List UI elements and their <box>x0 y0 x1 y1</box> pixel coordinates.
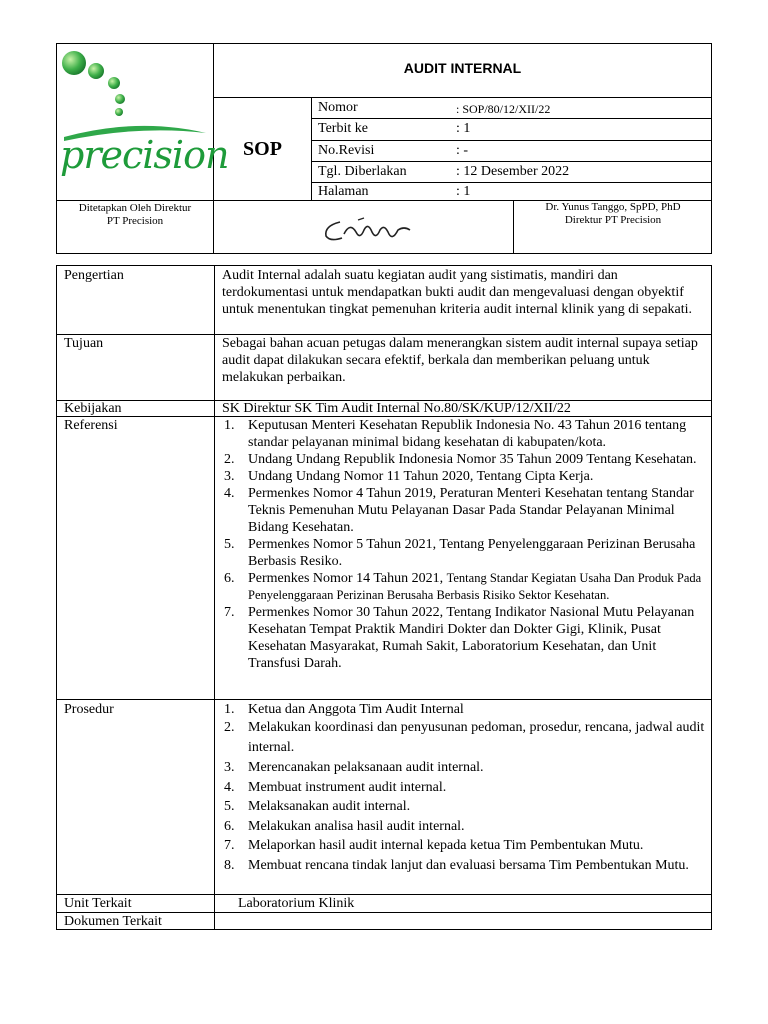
unit-terkait-label: Unit Terkait <box>64 896 132 911</box>
referensi-label: Referensi <box>64 418 118 433</box>
pengertian-label: Pengertian <box>64 268 124 283</box>
list-item: 1. Keputusan Menteri Kesehatan Republik Indonesia No. 43 Tahun 2016 tentang standar pelayanan minimal bidang kesehatan di kabupaten/kota. <box>224 418 687 450</box>
director-info <box>515 201 711 227</box>
list-item: 2. Undang Undang Republik Indonesia Nomor 35 Tahun 2009 Tentang Kesehatan. <box>224 452 697 467</box>
director-title: Direktur PT Precision <box>564 214 662 226</box>
list-item: 6. Melakukan analisa hasil audit internal. <box>224 818 465 834</box>
meta-value-halaman: : 1 <box>456 184 471 199</box>
logo-dot-2 <box>88 63 104 79</box>
list-item: 4. Membuat instrument audit internal. <box>224 779 447 795</box>
kebijakan-label: Kebijakan <box>64 401 122 416</box>
kebijakan-text: SK Direktur SK Tim Audit Internal No.80/SK/KUP/12/XII/22 <box>222 401 571 416</box>
list-item: 5. Permenkes Nomor 5 Tahun 2021, Tentang Penyelenggaraan Perizinan Berusaha Berbasis Resiko. <box>224 537 696 569</box>
list-item: 1. Ketua dan Anggota Tim Audit Internal <box>224 702 464 717</box>
logo-dot-1 <box>62 51 86 75</box>
company-logo <box>58 45 229 195</box>
meta-label-terbit: Terbit ke <box>318 121 368 136</box>
list-item: 3. Undang Undang Nomor 11 Tahun 2020, Tentang Cipta Kerja. <box>224 469 594 484</box>
tujuan-label: Tujuan <box>64 336 104 351</box>
issued-by-line1: Ditetapkan Oleh Direktur <box>78 202 192 214</box>
meta-label-halaman: Halaman <box>318 184 369 199</box>
meta-value-tanggal: : 12 Desember 2022 <box>456 164 570 179</box>
prosedur-list <box>218 701 708 875</box>
dokumen-terkait-label: Dokumen Terkait <box>64 914 162 929</box>
pengertian-text: Audit Internal adalah suatu kegiatan audit yang sistimatis, mandiri dan terdokumentasi untuk mendapatkan bukti audit dan mengevaluasi dengan obyektif untuk menentukan tingkat pemenuhan kriteria audit internal klinik yang di sepakati. <box>222 268 693 317</box>
issued-by-line2: PT Precision <box>106 215 164 227</box>
director-name: Dr. Yunus Tanggo, SpPD, PhD <box>545 201 681 213</box>
list-item: 6. Permenkes Nomor 14 Tahun 2021, Tentang Standar Kegiatan Usaha Dan Produk Pada Penyelenggaraan Perizinan Berusaha Berbasis Risiko Sektor Kesehatan. <box>224 571 702 602</box>
logo-wordmark: precision <box>60 133 229 177</box>
meta-label-revisi: No.Revisi <box>318 143 375 158</box>
meta-value-revisi: : - <box>456 143 469 158</box>
referensi-list <box>218 417 708 672</box>
director-signature <box>318 212 418 248</box>
unit-terkait-value: Laboratorium Klinik <box>238 896 355 911</box>
list-item: 5. Melaksanakan audit internal. <box>224 799 411 814</box>
meta-label-tanggal: Tgl. Diberlakan <box>318 164 407 179</box>
logo-dot-5 <box>115 108 123 116</box>
tujuan-text: Sebagai bahan acuan petugas dalam menerangkan sistem audit internal supaya setiap audit dapat dilakukan secara efektif, berkala dan memberikan peluang untuk melakukan perbaikan. <box>222 336 698 385</box>
list-item: 4. Permenkes Nomor 4 Tahun 2019, Peraturan Menteri Kesehatan tentang Standar Teknis Pemenuhan Mutu Pelayanan Dasar Pada Standar Pelayanan Minimal Bidang Kesehatan. <box>224 486 694 535</box>
document-title: AUDIT INTERNAL <box>403 60 522 76</box>
logo-dot-4 <box>115 94 125 104</box>
list-item: 7. Melaporkan hasil audit internal kepada ketua Tim Pembentukan Mutu. <box>224 838 644 853</box>
list-item: 7. Permenkes Nomor 30 Tahun 2022, Tentang Indikator Nasional Mutu Pelayanan Kesehatan Tempat Praktik Mandiri Dokter dan Dokter Gigi, Klinik, Pusat Kesehatan Masyarakat, Rumah Sakit, Laboratorium Kesehatan, dan Unit Transfusi Darah. <box>224 605 695 671</box>
sop-label: SOP <box>243 138 282 160</box>
prosedur-label: Prosedur <box>64 702 114 717</box>
meta-value-nomor: : SOP/80/12/XII/22 <box>456 102 551 116</box>
meta-value-terbit: : 1 <box>456 121 471 136</box>
list-item: 8. Membuat rencana tindak lanjut dan evaluasi bersama Tim Pembentukan Mutu. <box>224 857 689 873</box>
list-item: 3. Merencanakan pelaksanaan audit internal. <box>224 760 484 775</box>
meta-label-nomor: Nomor <box>318 100 358 115</box>
list-item: 2. Melakukan koordinasi dan penyusunan pedoman, prosedur, rencana, jadwal audit internal. <box>224 720 705 755</box>
logo-dot-3 <box>108 77 120 89</box>
issued-by <box>57 202 213 228</box>
